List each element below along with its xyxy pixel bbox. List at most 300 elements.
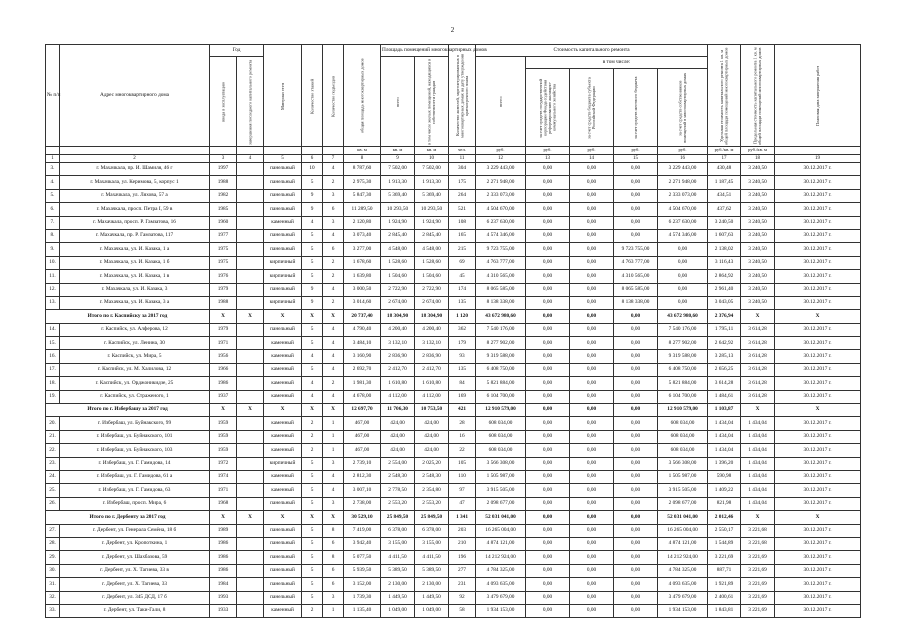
table-cell: 1933 — [210, 604, 237, 617]
table-cell: 10 293,50 — [381, 203, 415, 216]
table-cell: 1 921,89 — [708, 578, 741, 591]
address-cell: г. Каспийск, ул. Страженого, 1 — [60, 390, 210, 403]
table-cell: 30.12.2017 г. — [775, 444, 861, 457]
table-cell: 0,00 — [614, 497, 658, 510]
header-wall-material: Материал стен — [264, 45, 302, 147]
table-cell: 1982 — [210, 189, 237, 202]
table-cell: 424,00 — [381, 417, 415, 430]
table-cell: 31. — [46, 578, 60, 591]
table-cell: 0,00 — [570, 524, 614, 537]
address-cell: г. Махачкала, ул. Керимова, 5, корпус 1 — [60, 176, 210, 189]
table-cell: 0,00 — [570, 377, 614, 390]
table-cell: 2 412,70 — [415, 363, 449, 376]
table-cell: кирпичный — [264, 270, 302, 283]
table-cell: 3 — [323, 591, 344, 604]
table-cell: 2 098 677,00 — [658, 497, 708, 510]
table-cell: 0,00 — [526, 310, 570, 323]
table-cell: 203 — [449, 524, 476, 537]
table-cell: 1975 — [210, 256, 237, 269]
table-cell: 6 — [323, 243, 344, 256]
address-cell: г. Махачкала, пр. Р. Гамзатова, 117 — [60, 229, 210, 242]
unit-cell — [60, 147, 210, 155]
table-cell: 1 607,63 — [708, 229, 741, 242]
table-cell: 6 104 700,00 — [476, 390, 526, 403]
table-cell: 2 — [302, 417, 323, 430]
table-row — [46, 283, 861, 296]
table-cell: 3 007,10 — [344, 484, 381, 497]
header-address: Адрес многоквартирного дома — [60, 45, 210, 147]
address-cell: г. Каспийск, ул. Ленина, 30 — [60, 337, 210, 350]
table-row — [46, 604, 861, 617]
table-cell: 14. — [46, 323, 60, 336]
table-cell: каменный — [264, 470, 302, 483]
table-cell: 4 874 121,00 — [658, 537, 708, 550]
table-cell: 5 821 884,00 — [476, 377, 526, 390]
table-cell: X — [302, 511, 323, 524]
header-residents: Количество жителей, зарегистрированных в многоквартирных домах на дату утверждения краткосрочного плана — [449, 45, 476, 147]
table-cell: 30.12.2017 г. — [775, 337, 861, 350]
table-cell: 6. — [46, 203, 60, 216]
table-cell: 8 — [323, 551, 344, 564]
table-cell: 1977 — [210, 229, 237, 242]
table-cell: 3 614,28 — [741, 323, 775, 336]
table-cell: 0,00 — [526, 457, 570, 470]
table-cell: 3 116,43 — [708, 256, 741, 269]
header-row-top — [46, 45, 861, 57]
table-cell: 1959 — [210, 430, 237, 443]
table-cell: 0,00 — [570, 404, 614, 417]
table-cell: 4 — [323, 390, 344, 403]
column-number-cell: 1 — [46, 155, 60, 163]
table-cell: 424,00 — [415, 417, 449, 430]
table-cell: 2 130,00 — [381, 578, 415, 591]
table-cell: каменный — [264, 337, 302, 350]
table-cell: 2 130,00 — [415, 578, 449, 591]
table-cell: 9. — [46, 243, 60, 256]
table-cell: 5 821 884,00 — [658, 377, 708, 390]
table-row — [46, 377, 861, 390]
table-cell: 1971 — [210, 484, 237, 497]
table-cell: 1 434,04 — [741, 470, 775, 483]
table-cell: 1979 — [210, 323, 237, 336]
table-cell: 4 — [323, 337, 344, 350]
header-cost-fund: за счет средств государственной корпорации Фонда содействия реформированию жилищно-коммунального хозяйства — [526, 69, 570, 147]
table-cell: 2 — [323, 270, 344, 283]
table-cell: 0,00 — [526, 270, 570, 283]
table-cell: 0,00 — [614, 470, 658, 483]
table-cell: 0,00 — [570, 256, 614, 269]
table-cell — [237, 604, 264, 617]
table-cell: 2 845,40 — [415, 229, 449, 242]
table-cell: 608 034,00 — [476, 417, 526, 430]
unit-cell: кв. м — [344, 147, 381, 155]
table-row — [46, 417, 861, 430]
table-cell: 3 155,00 — [381, 537, 415, 550]
table-cell: 4 504 670,00 — [476, 203, 526, 216]
table-cell: X — [775, 511, 861, 524]
table-cell: 1 528,60 — [381, 256, 415, 269]
table-cell: 2 — [323, 256, 344, 269]
table-cell: 0,00 — [614, 337, 658, 350]
table-cell: 14 212 924,00 — [658, 551, 708, 564]
table-cell: 0,00 — [526, 256, 570, 269]
table-cell: 11 706,30 — [381, 404, 415, 417]
table-cell: 2 778,50 — [381, 484, 415, 497]
table-cell: 3 479 679,00 — [476, 591, 526, 604]
table-cell: 30.12.2017 г. — [775, 537, 861, 550]
table-cell: 0,00 — [614, 564, 658, 577]
table-cell: 0,00 — [570, 578, 614, 591]
header-floors: Количество этажей — [302, 45, 323, 147]
address-cell: г. Дербент, ул. Х. Тагиева, 33 в — [60, 564, 210, 577]
table-cell: 3 229 443,00 — [658, 163, 708, 176]
table-cell: 1988 — [210, 296, 237, 309]
table-cell: X — [775, 310, 861, 323]
table-cell: 1 — [323, 444, 344, 457]
table-cell: 2 — [323, 377, 344, 390]
table-cell: 2 333 073,00 — [658, 189, 708, 202]
table-cell: 1 981,30 — [344, 377, 381, 390]
table-cell: 32. — [46, 591, 60, 604]
total-label: Итого по г. Каспийску за 2017 год — [46, 310, 210, 323]
table-cell: 108 — [449, 216, 476, 229]
table-cell: 0,00 — [570, 484, 614, 497]
header-deadline: Плановая дата завершения работ — [775, 45, 861, 147]
table-cell: 5 939,50 — [344, 564, 381, 577]
column-number-cell: 8 — [344, 155, 381, 163]
table-row — [46, 470, 861, 483]
table-cell: 3 221,69 — [741, 591, 775, 604]
table-cell: 3 221,69 — [741, 604, 775, 617]
table-cell: 424,00 — [381, 430, 415, 443]
table-cell: 5 389,50 — [381, 564, 415, 577]
table-cell: 3 277,00 — [344, 243, 381, 256]
table-cell: 33. — [46, 604, 60, 617]
table-cell: 1 504,60 — [381, 270, 415, 283]
table-cell: 179 — [449, 337, 476, 350]
table-cell: 608 034,00 — [476, 430, 526, 443]
table-cell: 12 910 579,00 — [476, 404, 526, 417]
table-cell: 4 112,00 — [415, 390, 449, 403]
table-cell: 0,00 — [526, 497, 570, 510]
units-row — [46, 147, 861, 155]
table-cell: 821,98 — [708, 497, 741, 510]
table-cell: 0,00 — [658, 256, 708, 269]
address-cell: г. Дербент, ул. Шахбазова, 59 — [60, 551, 210, 564]
table-cell: 30.12.2017 г. — [775, 470, 861, 483]
table-cell: 7 502,00 — [381, 163, 415, 176]
table-cell: 1 434,04 — [708, 417, 741, 430]
column-number-cell: 3 — [210, 155, 237, 163]
table-cell: 4 — [323, 229, 344, 242]
capital-repair-register-table — [45, 44, 861, 618]
table-cell: 277 — [449, 564, 476, 577]
table-cell: 0,00 — [614, 377, 658, 390]
table-cell: 3 000,50 — [344, 283, 381, 296]
table-cell: панельный — [264, 524, 302, 537]
table-row — [46, 484, 861, 497]
table-cell: 6 — [323, 564, 344, 577]
header-cost-total: всего: — [476, 57, 526, 147]
table-cell: 2 — [323, 176, 344, 189]
address-cell: г. Избербаш, ул. Буйнакского, 101 — [60, 430, 210, 443]
table-cell: 3 221,69 — [741, 564, 775, 577]
table-cell: 174 — [449, 283, 476, 296]
table-cell: 3 614,28 — [741, 377, 775, 390]
table-cell: 5 389,50 — [415, 564, 449, 577]
table-cell: 30 529,10 — [344, 511, 381, 524]
table-cell: 6 237 630,00 — [658, 216, 708, 229]
table-cell: 0,00 — [570, 350, 614, 363]
table-cell: 887,71 — [708, 564, 741, 577]
unit-cell: руб. — [614, 147, 658, 155]
table-cell: 0,00 — [526, 229, 570, 242]
table-cell: 4 678,00 — [344, 390, 381, 403]
address-cell: г. Дербент, ул. Таки-Гали, 8 — [60, 604, 210, 617]
table-cell — [237, 163, 264, 176]
table-row — [46, 163, 861, 176]
table-cell: 0,00 — [526, 323, 570, 336]
table-cell: 6 — [323, 537, 344, 550]
table-cell — [237, 564, 264, 577]
table-cell: 97 — [449, 484, 476, 497]
address-cell: г. Махачкала, ул. И. Казака, 1 в — [60, 270, 210, 283]
table-cell: 15. — [46, 337, 60, 350]
header-incl-group: в том числе: — [526, 57, 708, 69]
table-cell: 2 674,00 — [415, 296, 449, 309]
table-cell: 5 — [302, 243, 323, 256]
address-cell: г. Дербент, ул. Кропоткина, 1 — [60, 537, 210, 550]
table-cell: 6 378,00 — [415, 524, 449, 537]
column-number-cell: 5 — [264, 155, 302, 163]
table-cell: 29. — [46, 551, 60, 564]
unit-cell — [237, 147, 264, 155]
table-cell: 5 — [302, 551, 323, 564]
table-cell: X — [323, 310, 344, 323]
table-cell — [237, 350, 264, 363]
table-cell — [237, 363, 264, 376]
table-cell: 20 737,40 — [344, 310, 381, 323]
table-cell: 3 221,68 — [741, 524, 775, 537]
table-cell: 0,00 — [570, 457, 614, 470]
table-cell: 5 — [302, 564, 323, 577]
table-cell: 1 434,04 — [708, 430, 741, 443]
table-cell: 0,00 — [614, 216, 658, 229]
table-cell: 3 915 505,00 — [476, 484, 526, 497]
table-cell: 19. — [46, 390, 60, 403]
table-cell: 0,00 — [570, 203, 614, 216]
table-cell: 18 304,90 — [415, 310, 449, 323]
table-cell: 3 915 505,00 — [658, 484, 708, 497]
table-cell: 1 843,81 — [708, 604, 741, 617]
table-cell: 4. — [46, 176, 60, 189]
table-cell: 2 333 073,00 — [476, 189, 526, 202]
table-cell: 1 434,04 — [741, 497, 775, 510]
table-cell: 3 — [323, 216, 344, 229]
table-row — [46, 323, 861, 336]
table-cell — [237, 377, 264, 390]
address-cell: г. Дербент, ул. Х. Тагиева, 33 — [60, 578, 210, 591]
table-cell: 0,00 — [570, 243, 614, 256]
table-cell: 52 031 041,00 — [476, 511, 526, 524]
table-cell: 4 — [323, 484, 344, 497]
unit-cell: чел. — [449, 147, 476, 155]
table-cell: X — [210, 511, 237, 524]
table-cell: 0,00 — [526, 363, 570, 376]
table-cell: 1959 — [210, 417, 237, 430]
table-cell: 437,62 — [708, 203, 741, 216]
table-cell: 1984 — [210, 578, 237, 591]
table-cell: 1 544,89 — [708, 537, 741, 550]
table-cell: 2 836,90 — [381, 350, 415, 363]
table-cell: 0,00 — [614, 363, 658, 376]
table-cell: 45 — [449, 270, 476, 283]
table-cell: 0,00 — [614, 417, 658, 430]
table-cell: 3 240,50 — [741, 203, 775, 216]
table-cell: 1986 — [210, 551, 237, 564]
column-number-cell: 17 — [708, 155, 741, 163]
table-cell: 5 — [302, 497, 323, 510]
table-cell: 2 553,20 — [415, 497, 449, 510]
table-cell: 4 310 565,00 — [614, 270, 658, 283]
table-cell: 2 271 948,00 — [658, 176, 708, 189]
table-cell: 0,00 — [658, 243, 708, 256]
address-cell: г. Дербент, ул. 345 ДСД, 17 б — [60, 591, 210, 604]
table-cell: 4 — [323, 163, 344, 176]
table-cell: 3 566 308,00 — [658, 457, 708, 470]
table-cell: 0,00 — [614, 457, 658, 470]
table-cell: 3 484,10 — [344, 337, 381, 350]
table-cell: 0,00 — [526, 337, 570, 350]
table-cell: 2 864,92 — [708, 270, 741, 283]
address-cell: г. Махачкала, ул. Ляхова, 57 а — [60, 189, 210, 202]
table-cell: 0,00 — [570, 417, 614, 430]
table-cell: панельный — [264, 176, 302, 189]
table-cell: 9 723 755,00 — [614, 243, 658, 256]
table-cell: 5 — [302, 337, 323, 350]
table-cell: X — [237, 404, 264, 417]
total-row — [46, 511, 861, 524]
table-cell: 0,00 — [526, 189, 570, 202]
table-row — [46, 176, 861, 189]
table-row — [46, 270, 861, 283]
table-cell: 5 369,40 — [381, 189, 415, 202]
table-cell: 0,00 — [570, 470, 614, 483]
address-cell: г. Каспийск, ул. Орджоникидзе, 25 — [60, 377, 210, 390]
table-cell: 1 187,45 — [708, 176, 741, 189]
address-cell: г. Избербаш, просп. Мира, 6 — [60, 497, 210, 510]
table-cell: 3 221,68 — [741, 537, 775, 550]
table-cell: 1 639,80 — [344, 270, 381, 283]
table-cell: X — [210, 404, 237, 417]
table-cell: 21. — [46, 430, 60, 443]
table-cell — [237, 537, 264, 550]
table-cell: 30. — [46, 564, 60, 577]
table-cell: 1979 — [210, 283, 237, 296]
table-cell: 231 — [449, 578, 476, 591]
table-cell: 0,00 — [614, 591, 658, 604]
table-cell: 3 240,50 — [741, 243, 775, 256]
table-cell: 175 — [449, 176, 476, 189]
header-total-area: общая площадь многоквартирных домов — [344, 45, 381, 147]
table-cell: 1 434,04 — [708, 444, 741, 457]
table-cell: 1 610,80 — [415, 377, 449, 390]
table-cell: 2 412,70 — [381, 363, 415, 376]
address-cell: г. Махачкала, просп. Петра I, 59 в — [60, 203, 210, 216]
address-cell: г. Избербаш, ул. Буйнакского, 103 — [60, 444, 210, 457]
table-cell: 0,00 — [526, 484, 570, 497]
table-cell: 2 120,80 — [344, 216, 381, 229]
table-cell: 0,00 — [658, 270, 708, 283]
table-cell: 0,00 — [570, 497, 614, 510]
header-num: № п/п — [46, 45, 60, 147]
table-cell: 3 073,40 — [344, 229, 381, 242]
table-cell: 30.12.2017 г. — [775, 189, 861, 202]
table-cell: 215 — [449, 243, 476, 256]
table-cell: 0,00 — [570, 323, 614, 336]
table-cell: 424,00 — [381, 444, 415, 457]
table-cell: 467,00 — [344, 417, 381, 430]
table-cell: 20. — [46, 417, 60, 430]
address-cell: г. Избербаш, ул. Г. Гамидова, 63 — [60, 484, 210, 497]
table-cell: кирпичный — [264, 296, 302, 309]
table-cell: 0,00 — [570, 604, 614, 617]
table-cell: 5 — [302, 578, 323, 591]
header-cost-local: за счет средств местного бюджета — [614, 69, 658, 147]
table-cell: 165 — [449, 229, 476, 242]
table-cell: X — [323, 511, 344, 524]
address-cell: г. Махачкала, ул. И. Казака, 1 б — [60, 256, 210, 269]
table-cell: 3 — [323, 457, 344, 470]
table-row — [46, 537, 861, 550]
table-cell: 1 409,22 — [708, 484, 741, 497]
table-cell — [237, 283, 264, 296]
table-cell: 0,00 — [526, 350, 570, 363]
unit-cell: руб. — [570, 147, 614, 155]
table-cell: 30.12.2017 г. — [775, 163, 861, 176]
table-cell: 6 104 700,00 — [658, 390, 708, 403]
table-cell: кирпичный — [264, 457, 302, 470]
table-cell — [237, 390, 264, 403]
table-cell: 1 434,04 — [741, 444, 775, 457]
table-cell: 608 034,00 — [658, 417, 708, 430]
address-cell: г. Махачкала, просп. Р. Гамзатова, 16 — [60, 216, 210, 229]
table-cell: 3 155,00 — [415, 537, 449, 550]
table-cell: 210 — [449, 537, 476, 550]
table-cell: 4 790,40 — [344, 323, 381, 336]
table-cell: 1 341 — [449, 511, 476, 524]
page-number: 2 — [450, 26, 455, 34]
table-cell: 8 277 902,00 — [658, 337, 708, 350]
table-cell — [237, 417, 264, 430]
table-body — [46, 163, 861, 618]
table-cell: 0,00 — [526, 216, 570, 229]
table-cell: 2 553,20 — [381, 497, 415, 510]
table-cell: 0,00 — [526, 564, 570, 577]
table-cell: 2 812,30 — [344, 470, 381, 483]
table-cell: 93 — [449, 350, 476, 363]
table-cell: 2 025,20 — [415, 457, 449, 470]
table-cell: 8 277 902,00 — [476, 337, 526, 350]
table-cell: 9 723 755,00 — [476, 243, 526, 256]
table-cell: 0,00 — [658, 296, 708, 309]
table-cell: 0,00 — [526, 578, 570, 591]
table-cell: 0,00 — [526, 283, 570, 296]
table-cell: 1959 — [210, 444, 237, 457]
table-cell: 3 240,50 — [741, 256, 775, 269]
table-cell: 3 221,69 — [741, 578, 775, 591]
address-cell: г. Каспийск, ул. Алферова, 12 — [60, 323, 210, 336]
